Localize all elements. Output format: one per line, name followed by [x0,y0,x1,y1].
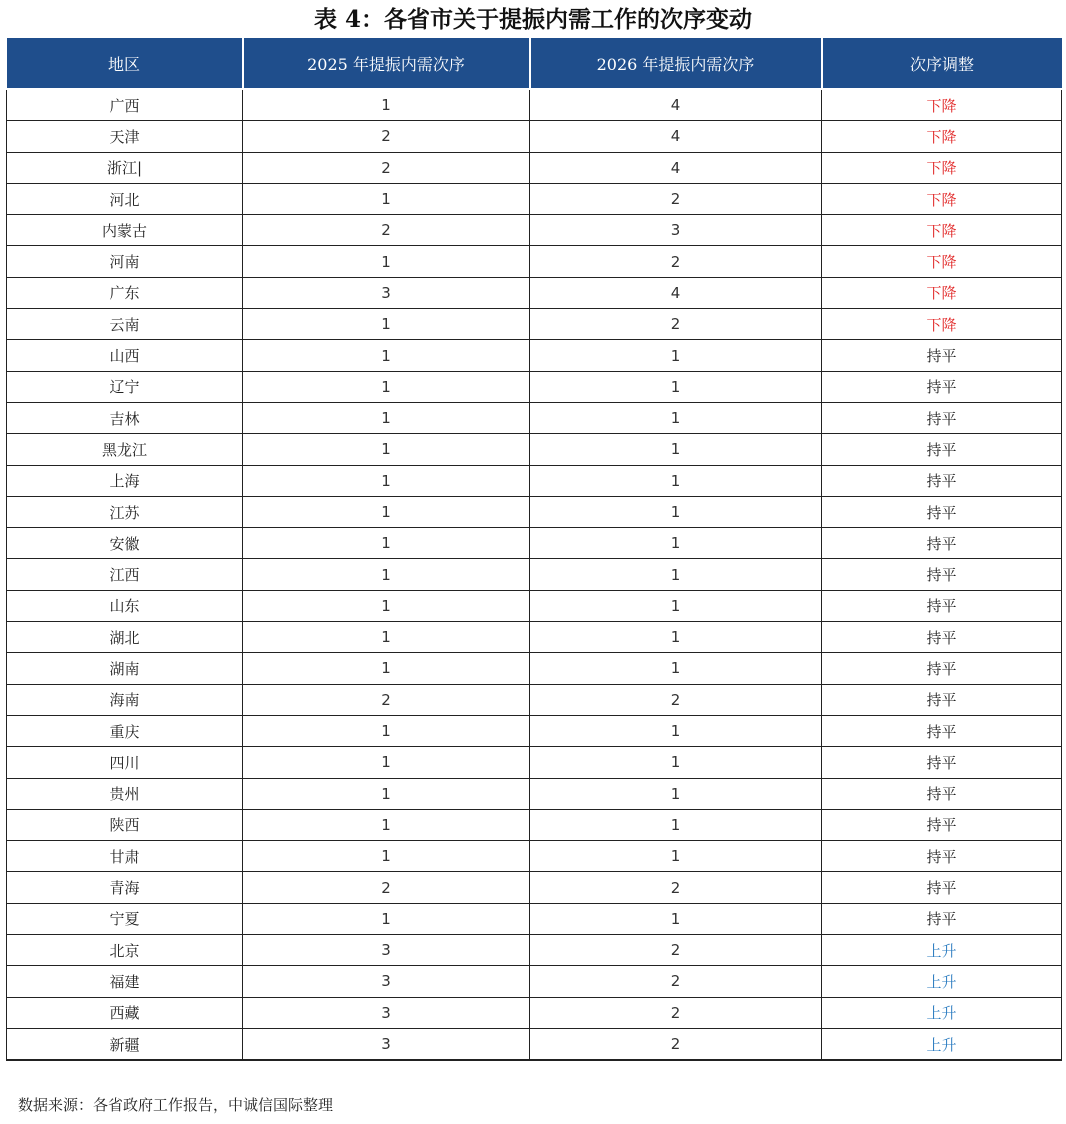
table-row [7,997,1062,1028]
table-row [7,465,1062,496]
header-2025-rank: 2025 年提振内需次序 [243,38,530,89]
table-row [7,340,1062,371]
cell-rank-adjust: 持平 [822,340,1062,371]
cell-2026-rank: 2 [530,309,822,340]
cell-rank-adjust: 下降 [822,89,1062,121]
cell-2025-rank: 1 [243,590,530,621]
table-row [7,935,1062,966]
cell-2025-rank: 1 [243,747,530,778]
cell-2026-rank: 4 [530,121,822,152]
cell-rank-adjust: 持平 [822,841,1062,872]
table-row [7,402,1062,433]
cell-2025-rank: 3 [243,1028,530,1060]
cell-region: 辽宁 [7,371,243,402]
cell-rank-adjust: 持平 [822,465,1062,496]
cell-2026-rank: 4 [530,277,822,308]
cell-2026-rank: 2 [530,997,822,1028]
cell-rank-adjust: 持平 [822,434,1062,465]
table-row [7,747,1062,778]
table-row [7,778,1062,809]
table-row [7,89,1062,121]
table-row [7,622,1062,653]
cell-2026-rank: 1 [530,778,822,809]
cell-2026-rank: 1 [530,590,822,621]
cell-2025-rank: 1 [243,841,530,872]
cell-rank-adjust: 上升 [822,966,1062,997]
table-row [7,872,1062,903]
cell-2025-rank: 1 [243,528,530,559]
cell-2026-rank: 1 [530,715,822,746]
cell-2026-rank: 2 [530,872,822,903]
cell-rank-adjust: 持平 [822,747,1062,778]
cell-2026-rank: 1 [530,747,822,778]
cell-2025-rank: 1 [243,903,530,934]
cell-2026-rank: 1 [530,903,822,934]
cell-2025-rank: 2 [243,684,530,715]
cell-2026-rank: 2 [530,246,822,277]
cell-2026-rank: 2 [530,935,822,966]
cell-region: 北京 [7,935,243,966]
cell-2025-rank: 1 [243,89,530,121]
table-body [7,89,1062,1060]
cell-2026-rank: 1 [530,371,822,402]
cell-2026-rank: 2 [530,966,822,997]
cell-region: 陕西 [7,809,243,840]
cell-region: 甘肃 [7,841,243,872]
cell-2025-rank: 1 [243,402,530,433]
table-row [7,371,1062,402]
cell-2025-rank: 1 [243,340,530,371]
cell-2025-rank: 1 [243,183,530,214]
cell-2026-rank: 1 [530,528,822,559]
table-row [7,183,1062,214]
cell-region: 山东 [7,590,243,621]
cell-rank-adjust: 下降 [822,183,1062,214]
table-row [7,903,1062,934]
cell-2026-rank: 2 [530,1028,822,1060]
cell-region: 上海 [7,465,243,496]
cell-2025-rank: 1 [243,778,530,809]
header-2026-rank: 2026 年提振内需次序 [530,38,822,89]
cell-region: 四川 [7,747,243,778]
cell-rank-adjust: 持平 [822,371,1062,402]
cell-region: 浙江| [7,152,243,183]
table-title: 表 4：各省市关于提振内需工作的次序变动 [313,6,752,33]
cell-2025-rank: 2 [243,872,530,903]
table-row [7,496,1062,527]
cell-2025-rank: 1 [243,653,530,684]
cell-rank-adjust: 持平 [822,715,1062,746]
cell-region: 云南 [7,309,243,340]
cell-rank-adjust: 持平 [822,622,1062,653]
cell-rank-adjust: 下降 [822,215,1062,246]
table-row [7,1028,1062,1060]
cell-region: 河北 [7,183,243,214]
cell-rank-adjust: 持平 [822,559,1062,590]
table-row [7,528,1062,559]
cell-2026-rank: 2 [530,684,822,715]
table-row [7,715,1062,746]
cell-rank-adjust: 上升 [822,997,1062,1028]
cell-rank-adjust: 持平 [822,778,1062,809]
cell-2026-rank: 1 [530,622,822,653]
cell-rank-adjust: 持平 [822,872,1062,903]
cell-2025-rank: 1 [243,371,530,402]
cell-2026-rank: 1 [530,809,822,840]
table-row [7,684,1062,715]
cell-rank-adjust: 持平 [822,496,1062,527]
cell-region: 广西 [7,89,243,121]
header-region: 地区 [7,38,243,89]
cell-region: 内蒙古 [7,215,243,246]
cell-2025-rank: 1 [243,246,530,277]
cell-2026-rank: 4 [530,89,822,121]
cell-region: 江苏 [7,496,243,527]
cell-2025-rank: 3 [243,966,530,997]
cell-rank-adjust: 持平 [822,684,1062,715]
cell-region: 黑龙江 [7,434,243,465]
cell-2025-rank: 1 [243,496,530,527]
cell-region: 湖南 [7,653,243,684]
cell-rank-adjust: 下降 [822,152,1062,183]
cell-region: 福建 [7,966,243,997]
cell-2026-rank: 1 [530,402,822,433]
cell-region: 湖北 [7,622,243,653]
table-row [7,246,1062,277]
cell-region: 广东 [7,277,243,308]
table-row [7,841,1062,872]
cell-rank-adjust: 下降 [822,246,1062,277]
cell-2026-rank: 1 [530,841,822,872]
cell-rank-adjust: 持平 [822,528,1062,559]
cell-2025-rank: 1 [243,465,530,496]
cell-rank-adjust: 持平 [822,653,1062,684]
cell-region: 重庆 [7,715,243,746]
cell-2025-rank: 3 [243,935,530,966]
table-row [7,152,1062,183]
cell-rank-adjust: 下降 [822,309,1062,340]
cell-region: 宁夏 [7,903,243,934]
cell-region: 江西 [7,559,243,590]
cell-rank-adjust: 上升 [822,1028,1062,1060]
cell-region: 吉林 [7,402,243,433]
table-row [7,121,1062,152]
cell-2026-rank: 2 [530,183,822,214]
cell-rank-adjust: 持平 [822,903,1062,934]
header-rank-adjust: 次序调整 [822,38,1062,89]
cell-region: 青海 [7,872,243,903]
table-row [7,559,1062,590]
cell-2025-rank: 3 [243,997,530,1028]
cell-rank-adjust: 下降 [822,121,1062,152]
cell-region: 河南 [7,246,243,277]
cell-region: 安徽 [7,528,243,559]
cell-2026-rank: 3 [530,215,822,246]
cell-region: 西藏 [7,997,243,1028]
province-rank-table [6,38,1062,1061]
cell-rank-adjust: 持平 [822,402,1062,433]
cell-2025-rank: 1 [243,715,530,746]
table-row [7,434,1062,465]
cell-2026-rank: 1 [530,340,822,371]
cell-region: 天津 [7,121,243,152]
table-row [7,590,1062,621]
cell-2026-rank: 1 [530,465,822,496]
cell-region: 贵州 [7,778,243,809]
cell-rank-adjust: 下降 [822,277,1062,308]
cell-2025-rank: 1 [243,809,530,840]
cell-2025-rank: 2 [243,215,530,246]
cell-2025-rank: 1 [243,309,530,340]
table-row [7,277,1062,308]
table-row [7,653,1062,684]
table-row [7,309,1062,340]
cell-region: 新疆 [7,1028,243,1060]
cell-2025-rank: 1 [243,622,530,653]
cell-2026-rank: 1 [530,434,822,465]
cell-region: 山西 [7,340,243,371]
cell-2025-rank: 2 [243,121,530,152]
cell-2026-rank: 1 [530,653,822,684]
table-row [7,215,1062,246]
table-row [7,809,1062,840]
table-header-row [7,38,1062,89]
cell-2026-rank: 1 [530,496,822,527]
cell-2025-rank: 2 [243,152,530,183]
cell-2026-rank: 1 [530,559,822,590]
cell-2026-rank: 4 [530,152,822,183]
cell-2025-rank: 1 [243,434,530,465]
table-row [7,966,1062,997]
cell-rank-adjust: 持平 [822,809,1062,840]
cell-2025-rank: 3 [243,277,530,308]
cell-2025-rank: 1 [243,559,530,590]
cell-rank-adjust: 持平 [822,590,1062,621]
source-note: 数据来源：各省政府工作报告，中诚信国际整理 [18,1096,334,1114]
cell-rank-adjust: 上升 [822,935,1062,966]
cell-region: 海南 [7,684,243,715]
